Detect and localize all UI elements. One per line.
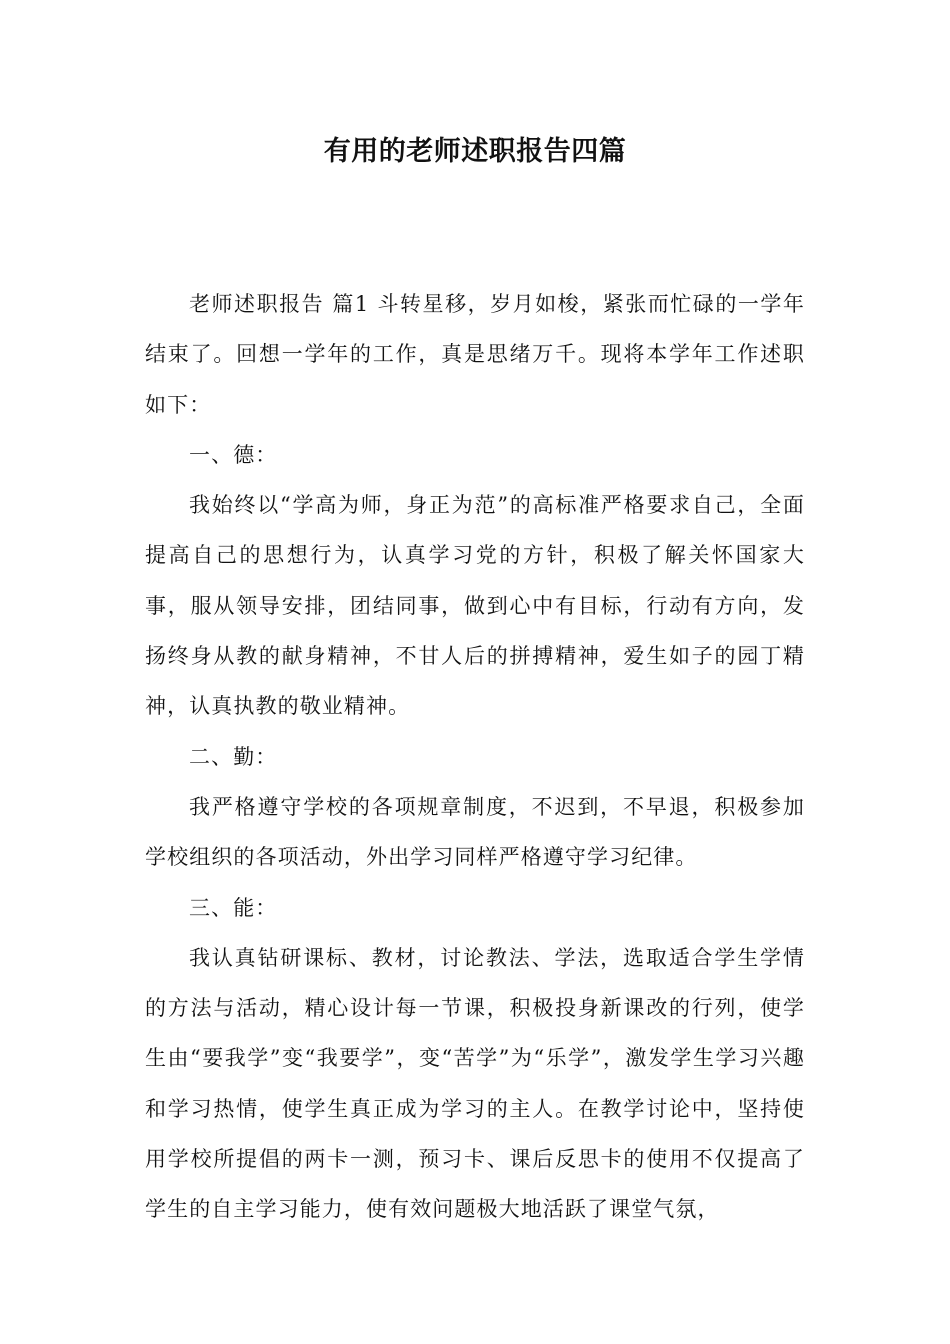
paragraph-neng: 我认真钻研课标、教材，讨论教法、学法，选取适合学生学情的方法与活动，精心设计每一节课，积极投身新课改的行列，使学生由“要我学”变“我要学”，变“苦学”为“乐学”，激发学生学习兴趣和学习热情，使学生真正成为学习的主人。在教学讨论中，坚持使用学校所提倡的两卡一测，预习卡、课后反思卡的使用不仅提高了学生的自主学习能力，使有效问题极大地活跃了课堂气氛， [145,945,805,1222]
paragraph-intro: 老师述职报告 篇1 斗转星移，岁月如梭，紧张而忙碌的一学年结束了。回想一学年的工作，真是思绪万千。现将本学年工作述职如下： [145,292,805,417]
document-title: 有用的老师述职报告四篇 [323,136,627,167]
document-body [145,279,805,1235]
paragraph-qin: 我严格遵守学校的各项规章制度，不迟到，不早退，积极参加学校组织的各项活动，外出学习同样严格遵守学习纪律。 [145,794,805,870]
paragraph-de: 我始终以“学高为师，身正为范”的高标准严格要求自己，全面提高自己的思想行为，认真学习党的方针，积极了解关怀国家大事，服从领导安排，团结同事，做到心中有目标，行动有方向，发扬终身从教的献身精神，不甘人后的拼搏精神，爱生如子的园丁精神，认真执教的敬业精神。 [145,493,805,719]
section-heading-neng: 三、能： [189,895,278,920]
section-heading-de: 一、德： [189,442,278,467]
section-heading-qin: 二、勤： [189,744,278,769]
